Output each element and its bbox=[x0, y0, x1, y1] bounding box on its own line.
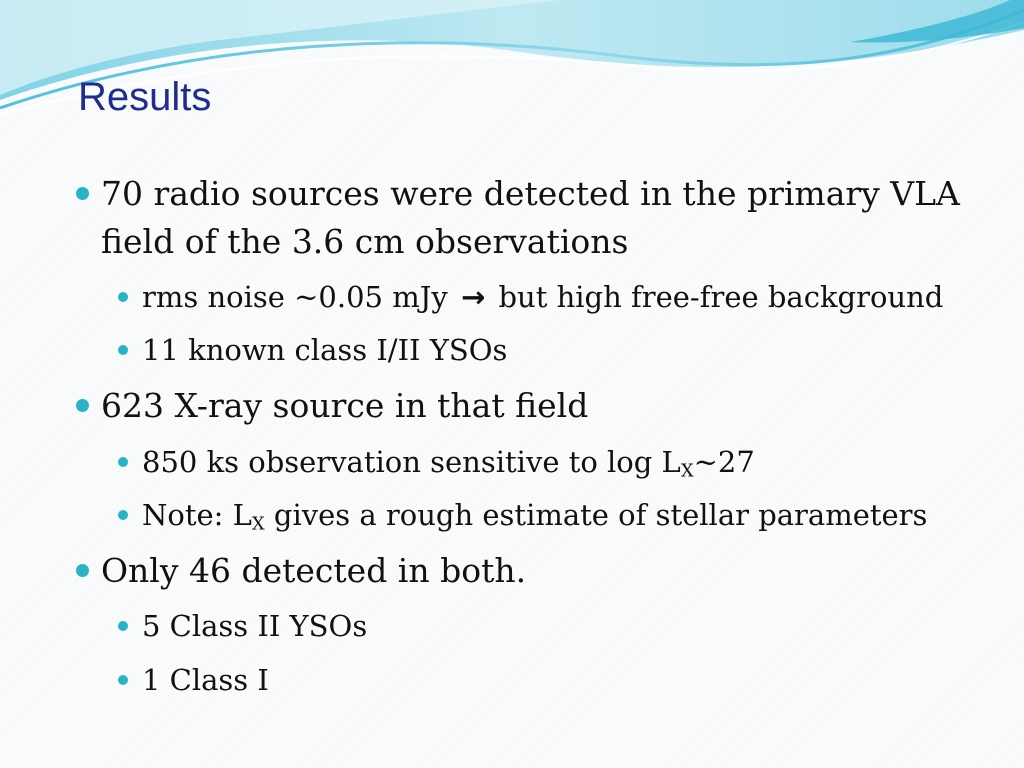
bullet-text: Note: L bbox=[142, 498, 252, 532]
bullet-xray-sources bbox=[101, 382, 588, 430]
subbullet-observation-sensitivity bbox=[142, 442, 755, 482]
right-arrow-icon: → bbox=[460, 280, 486, 314]
bullet-text: rms noise ~0.05 mJy bbox=[142, 280, 448, 314]
bullet-text: gives a rough estimate of stellar parameters bbox=[264, 498, 928, 532]
bullet-text: ~27 bbox=[693, 445, 755, 479]
subbullet-class-i bbox=[142, 660, 269, 700]
bullet-detected-both bbox=[101, 547, 526, 595]
round-bullet-icon bbox=[118, 457, 128, 467]
subbullet-rms-noise bbox=[142, 277, 943, 317]
bullet-text: Only 46 detected in both. bbox=[101, 551, 527, 590]
bullet-radio-sources-line2 bbox=[101, 218, 628, 266]
subscript-x: X bbox=[251, 513, 265, 535]
bullet-radio-sources-line1 bbox=[101, 170, 960, 218]
round-bullet-icon bbox=[118, 510, 128, 520]
bullet-text: 70 radio sources were detected in the primary VLA bbox=[101, 174, 960, 213]
bullet-text: 5 Class II YSOs bbox=[142, 609, 368, 643]
subbullet-known-ysos bbox=[142, 330, 507, 370]
bullet-text: 850 ks observation sensitive to log L bbox=[142, 445, 681, 479]
bullet-text: 623 X-ray source in that field bbox=[101, 386, 589, 425]
round-bullet-icon bbox=[76, 187, 89, 200]
round-bullet-icon bbox=[76, 564, 89, 577]
round-bullet-icon bbox=[118, 675, 128, 685]
subbullet-class-ii bbox=[142, 606, 367, 646]
bullet-text: but high free-free background bbox=[498, 280, 944, 314]
bullet-text: field of the 3.6 cm observations bbox=[101, 222, 629, 261]
subscript-x: X bbox=[680, 460, 694, 482]
slide-title: Results bbox=[78, 75, 212, 119]
bullet-text: 11 known class I/II YSOs bbox=[142, 333, 508, 367]
round-bullet-icon bbox=[76, 399, 89, 412]
round-bullet-icon bbox=[118, 292, 128, 302]
bullet-text: 1 Class I bbox=[142, 663, 269, 697]
subbullet-lx-note bbox=[142, 495, 927, 535]
round-bullet-icon bbox=[118, 345, 128, 355]
round-bullet-icon bbox=[118, 621, 128, 631]
